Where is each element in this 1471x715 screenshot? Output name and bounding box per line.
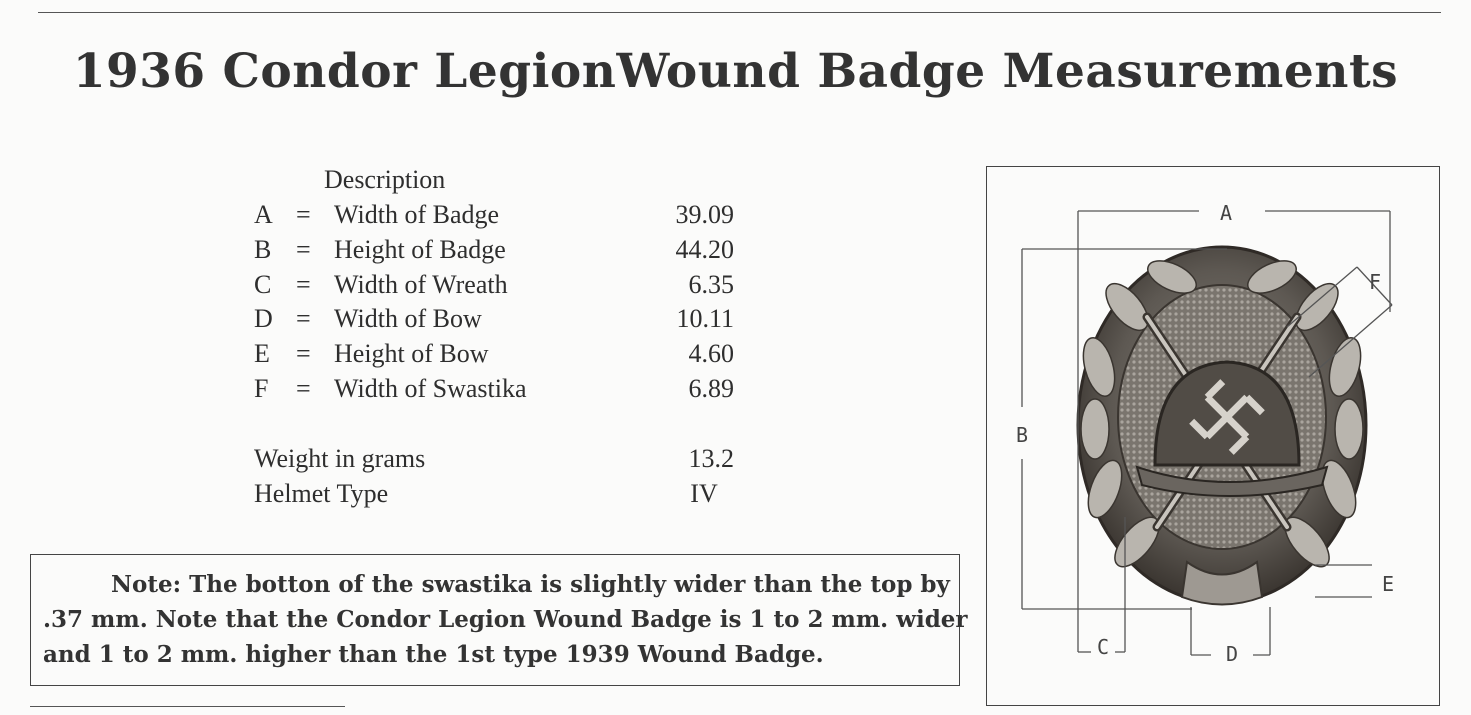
measurement-label: Width of Badge: [334, 200, 500, 229]
label-d: D: [1225, 642, 1239, 666]
measurement-label: Width of Bow: [334, 304, 482, 333]
measurement-label: Height of Badge: [334, 235, 506, 264]
measurement-letter: F: [254, 374, 269, 403]
label-a: A: [1219, 201, 1233, 225]
badge-diagram-svg: [987, 167, 1441, 707]
equals-sign: =: [296, 339, 311, 368]
helmet-value: IV: [690, 479, 718, 508]
label-c: C: [1096, 635, 1110, 659]
helmet-label: Helmet Type: [254, 479, 389, 508]
label-f: F: [1368, 270, 1382, 294]
equals-sign: =: [296, 270, 311, 299]
measurement-value: 44.20: [675, 235, 734, 264]
weight-label: Weight in grams: [254, 444, 426, 473]
label-b: B: [1015, 423, 1029, 447]
measurement-value: 4.60: [688, 339, 734, 368]
measurement-label: Width of Wreath: [334, 270, 508, 299]
wound-badge-image: [1078, 247, 1367, 605]
note-line-2: .37 mm. Note that the Condor Legion Wound Badge is 1 to 2 mm. wider: [43, 606, 968, 633]
page-title: 1936 Condor LegionWound Badge Measurements: [72, 44, 1399, 99]
measurement-value: 39.09: [675, 200, 734, 229]
measurement-letter: C: [254, 270, 272, 299]
measurement-letter: B: [254, 235, 272, 264]
note-line-1: Note: The botton of the swastika is slightly wider than the top by: [111, 571, 950, 598]
equals-sign: =: [296, 374, 311, 403]
note-line-3: and 1 to 2 mm. higher than the 1st type 1939 Wound Badge.: [43, 641, 824, 668]
measurement-letter: E: [254, 339, 270, 368]
measurement-value: 6.89: [688, 374, 734, 403]
equals-sign: =: [296, 235, 311, 264]
measurement-value: 6.35: [688, 270, 734, 299]
note-box: [30, 554, 968, 686]
measurement-letter: D: [254, 304, 273, 333]
measurement-value: 10.11: [676, 304, 734, 333]
bottom-rule: [30, 706, 345, 707]
measurement-letter: A: [254, 200, 273, 229]
equals-sign: =: [296, 304, 311, 333]
description-header: Description: [324, 165, 446, 194]
measurement-label: Height of Bow: [334, 339, 489, 368]
measurement-label: Width of Swastika: [334, 374, 527, 403]
badge-diagram: [986, 166, 1440, 706]
label-e: E: [1381, 572, 1395, 596]
weight-value: 13.2: [688, 444, 734, 473]
equals-sign: =: [296, 200, 311, 229]
top-rule: [38, 12, 1441, 13]
